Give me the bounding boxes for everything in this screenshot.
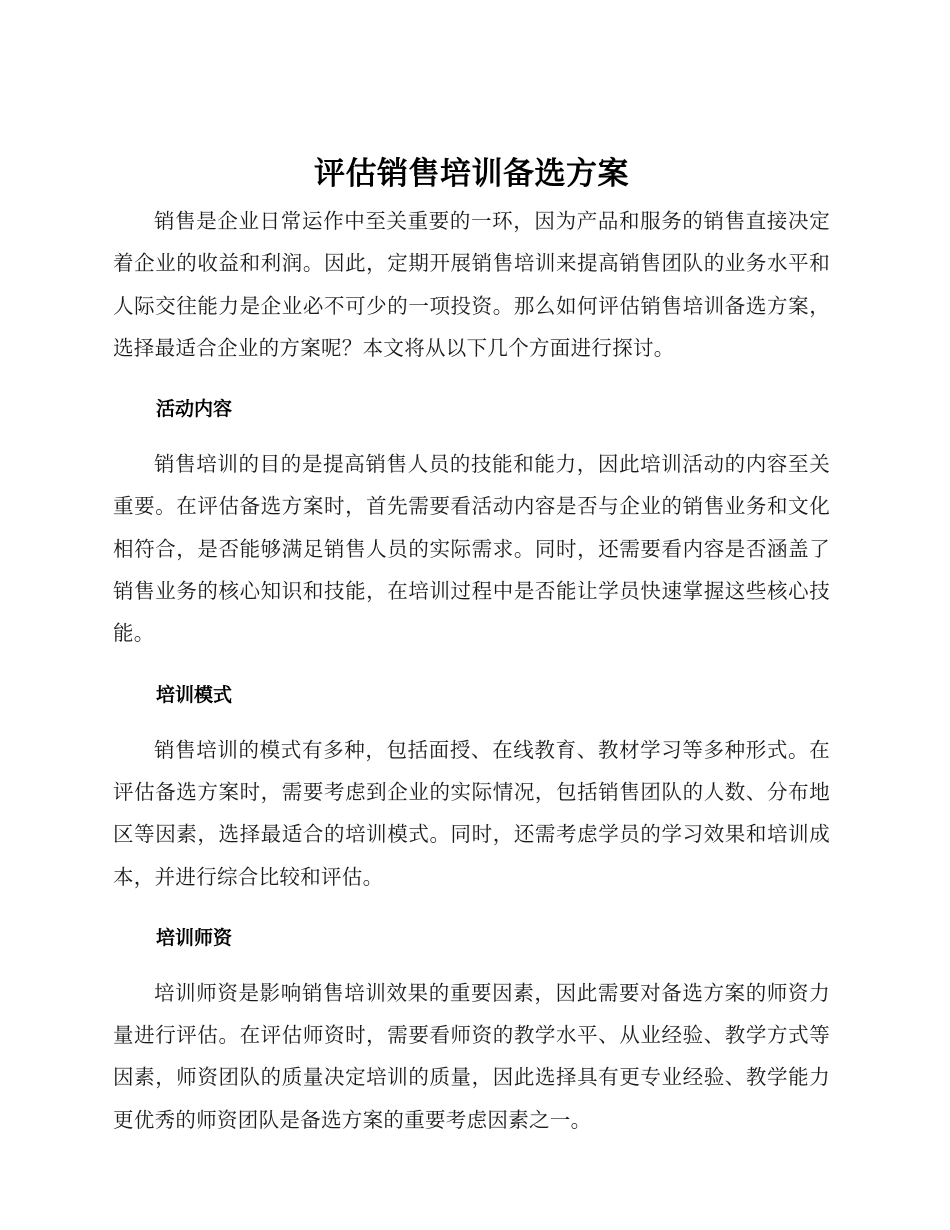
document-page <box>113 148 830 1141</box>
document-title: 评估销售培训备选方案 <box>314 156 629 192</box>
intro-paragraph: 销售是企业日常运作中至关重要的一环，因为产品和服务的销售直接决定着企业的收益和利润。因此，定期开展销售培训来提高销售团队的业务水平和人际交往能力是企业必不可少的一项投资。那么如何评估销售培训备选方案，选择最适合企业的方案呢？本文将从以下几个方面进行探讨。 <box>113 209 830 360</box>
section-heading-activity-content: 活动内容 <box>156 398 233 421</box>
section-paragraph-activity-content: 销售培训的目的是提高销售人员的技能和能力，因此培训活动的内容至关重要。在评估备选方案时，首先需要看活动内容是否与企业的销售业务和文化相符合，是否能够满足销售人员的实际需求。同时，还需要看内容是否涵盖了销售业务的核心知识和技能，在培训过程中是否能让学员快速掌握这些核心技能。 <box>113 452 830 646</box>
section-heading-trainers: 培训师资 <box>156 926 233 949</box>
section-heading-training-mode: 培训模式 <box>156 683 233 706</box>
section-paragraph-training-mode: 销售培训的模式有多种，包括面授、在线教育、教材学习等多种形式。在评估备选方案时，需要考虑到企业的实际情况，包括销售团队的人数、分布地区等因素，选择最适合的培训模式。同时，还需考虑学员的学习效果和培训成本，并进行综合比较和评估。 <box>113 737 830 889</box>
section-paragraph-trainers: 培训师资是影响销售培训效果的重要因素，因此需要对备选方案的师资力量进行评估。在评估师资时，需要看师资的教学水平、从业经验、教学方式等因素，师资团队的质量决定培训的质量，因此选择具有更专业经验、教学能力更优秀的师资团队是备选方案的重要考虑因素之一。 <box>113 980 830 1132</box>
